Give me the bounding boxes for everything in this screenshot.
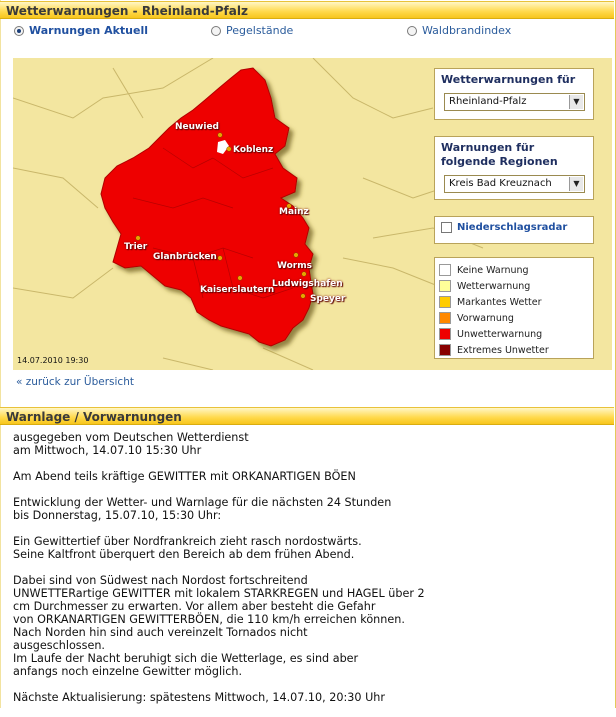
radar-panel	[434, 216, 594, 244]
radio-icon	[407, 26, 417, 36]
legend-label: Markantes Wetter	[457, 296, 542, 308]
warnlage-paragraph: Ein Gewittertief über Nordfrankreich zieht rasch nordostwärts. Seine Kaltfront überquert den Bereich ab dem frühen Abend.	[13, 535, 362, 561]
city-label: Kaiserslautern	[200, 285, 275, 295]
legend-swatch	[439, 312, 451, 324]
legend-label: Unwetterwarnung	[457, 328, 543, 340]
legend-label: Extremes Unwetter	[457, 344, 549, 356]
region-panel	[434, 136, 594, 200]
tab-warnungen-aktuell[interactable]	[14, 24, 148, 37]
state-panel	[434, 68, 594, 120]
chevron-down-icon[interactable]: ▼	[569, 95, 583, 109]
tab-waldbrandindex[interactable]	[407, 24, 511, 37]
tab-label: Waldbrandindex	[422, 24, 512, 37]
state-select[interactable]	[444, 93, 585, 111]
state-select-value: Rheinland-Pfalz	[449, 96, 527, 107]
radar-label: Niederschlagsradar	[457, 222, 568, 233]
warnlage-paragraph: Am Abend teils kräftige GEWITTER mit ORKANARTIGEN BÖEN	[13, 470, 356, 483]
warnlage-text	[13, 431, 603, 717]
legend-swatch	[439, 344, 451, 356]
legend-swatch	[439, 328, 451, 340]
city-label: Ludwigshafen	[272, 279, 343, 289]
city-label: Mainz	[279, 207, 309, 217]
radio-selected-icon	[14, 26, 24, 36]
radio-icon	[211, 26, 221, 36]
radar-checkbox[interactable]	[441, 222, 452, 233]
warning-legend	[435, 258, 593, 361]
legend-swatch	[439, 264, 451, 276]
region-panel-title: Warnungen für folgende Regionen	[441, 141, 558, 168]
city-label: Speyer	[310, 294, 346, 304]
legend-label: Vorwarnung	[457, 312, 514, 324]
warnlage-paragraph: Entwicklung der Wetter- und Warnlage für die nächsten 24 Stunden bis Donnerstag, 15.07.10, 15:30 Uhr:	[13, 496, 392, 522]
city-label: Glanbrücken	[153, 252, 217, 262]
tab-label: Warnungen Aktuell	[29, 24, 148, 37]
city-label: Trier	[124, 242, 148, 252]
warnlage-paragraph: Nächste Aktualisierung: spätestens Mittwoch, 14.07.10, 20:30 Uhr	[13, 691, 385, 704]
tab-pegelstaende[interactable]	[211, 24, 293, 37]
city-label: Worms	[277, 261, 312, 271]
legend-swatch	[439, 280, 451, 292]
page-title: Wetterwarnungen - Rheinland-Pfalz	[0, 1, 614, 19]
legend-item	[439, 342, 589, 358]
warnlage-paragraph: Dabei sind von Südwest nach Nordost fortschreitend UNWETTERartige GEWITTER mit lokalem STARKREGEN und HAGEL über 2 cm Durchmesser zu erwarten. Vor allem aber besteht die Gefahr von ORKANARTIGEN GEWITTERBÖEN, die 110 km/h erreichen können. Nach Norden hin sind auch vereinzelt Tornados nicht ausgeschlossen. Im Laufe der Nacht beruhigt sich die Wetterlage, es sind aber anfangs noch einzelne Gewitter möglich.	[13, 574, 425, 678]
legend-item	[439, 326, 589, 342]
city-label: Koblenz	[233, 145, 274, 155]
legend-label: Keine Warnung	[457, 264, 529, 276]
legend-swatch	[439, 296, 451, 308]
legend-item	[439, 294, 589, 310]
city-label: Neuwied	[175, 122, 219, 132]
back-to-overview-link[interactable]: « zurück zur Übersicht	[16, 376, 134, 388]
warnlage-title: Warnlage / Vorwarnungen	[0, 407, 614, 425]
region-select-value: Kreis Bad Kreuznach	[449, 178, 552, 189]
state-panel-title: Wetterwarnungen für	[441, 73, 576, 86]
region-select[interactable]	[444, 175, 585, 193]
legend-item	[439, 310, 589, 326]
tab-label: Pegelstände	[226, 24, 294, 37]
view-tabs	[0, 24, 614, 42]
radar-toggle[interactable]	[435, 217, 593, 238]
legend-item	[439, 262, 589, 278]
legend-panel	[434, 257, 594, 359]
legend-label: Wetterwarnung	[457, 280, 531, 292]
legend-item	[439, 278, 589, 294]
warnlage-paragraph: ausgegeben vom Deutschen Wetterdienst am Mittwoch, 14.07.10 15:30 Uhr	[13, 431, 249, 457]
map-timestamp: 14.07.2010 19:30	[17, 356, 89, 365]
chevron-down-icon[interactable]: ▼	[569, 177, 583, 191]
